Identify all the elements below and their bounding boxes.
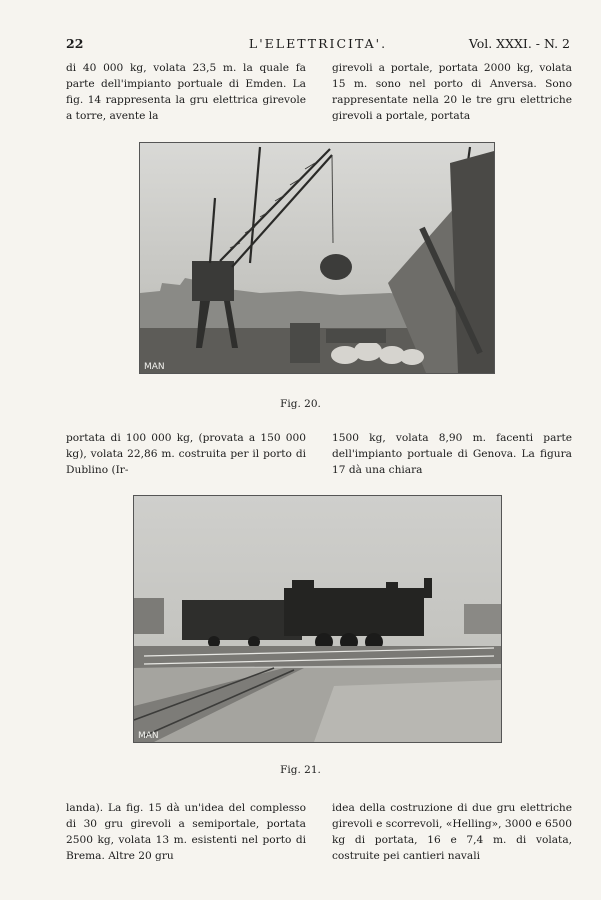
figure-21-photo [133,495,502,743]
photo-mark-man: MAN [144,362,165,372]
paragraph-top-right: girevoli a portale, portata 2000 kg, volata 15 m. sono nel porto di Anversa. Sono rappresentate nella 20 le tre gru elettriche girevoli a portale, portata [332,62,572,122]
photo-mark-man: MAN [138,731,159,741]
page-number: 22 [66,36,84,51]
paragraph-bottom-right: idea della costruzione di due gru elettriche girevoli e scorrevoli, «Helling», 3000 e 6500 kg di portata, 16 e 7,4 m. di volata, costruite pei cantieri navali [332,802,572,862]
journal-title: L'ELETTRICITA'. [248,36,388,51]
figure-21-caption: Fig. 21. [280,764,321,776]
crane-photo-illustration [140,143,494,373]
paragraph-bottom-left: landa). La fig. 15 dà un'idea del complesso di 30 gru girevoli a semiportale, portata 2500 kg, volata 13 m. esistenti nel porto di Brema. Altre 20 gru [66,802,306,862]
figure-20-caption: Fig. 20. [280,398,321,410]
paragraph-mid-right: 1500 kg, volata 8,90 m. facenti parte dell'impianto portuale di Genova. La figura 17 dà una chiara [332,432,572,476]
text-block-bottom [66,800,572,862]
volume-number: Vol. XXXI. - N. 2 [468,36,570,51]
paragraph-top-left: di 40 000 kg, volata 23,5 m. la quale fa parte dell'impianto portuale di Emden. La fig. 14 rappresenta la gru elettrica girevole a torre, avente la [66,62,306,122]
paragraph-mid-left: portata di 100 000 kg, (provata a 150 000 kg), volata 22,86 m. costruita per il porto di Dublino (Ir- [66,432,306,476]
figure-20-photo [139,142,495,374]
running-header [66,36,570,54]
text-block-middle [66,430,572,476]
locomotive-photo-illustration [134,496,501,742]
text-block-top [66,60,572,122]
